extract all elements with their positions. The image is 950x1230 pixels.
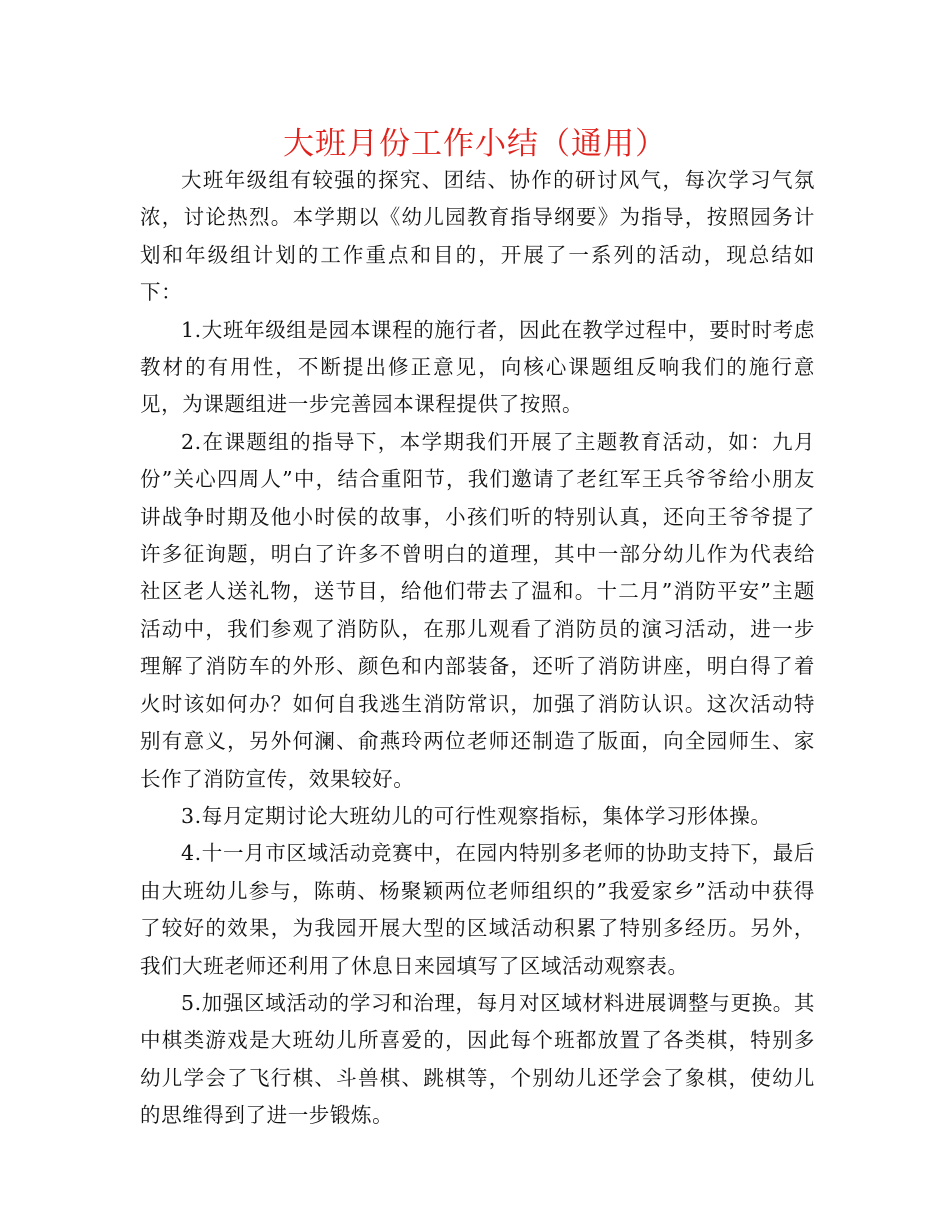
paragraph-intro: 大班年级组有较强的探究、团结、协作的研讨风气，每次学习气氛浓，讨论热烈。本学期以《幼儿园教育指导纲要》为指导，按照园务计划和年级组计划的工作重点和目的，开展了一系列的活动，现总结如下： <box>140 168 815 305</box>
paragraph-item-2: 2.在课题组的指导下，本学期我们开展了主题教育活动，如：九月份”关心四周人”中，结合重阳节，我们邀请了老红军王兵爷爷给小朋友讲战争时期及他小时侯的故事，小孩们听的特别认真，还向王爷爷提了许多征询题，明白了许多不曾明白的道理，其中一部分幼儿作为代表给社区老人送礼物，送节目，给他们带去了温和。十二月”消防平安”主题活动中，我们参观了消防队，在那儿观看了消防员的演习活动，进一步理解了消防车的外形、颜色和内部装备，还听了消防讲座，明白得了着火时该如何办？如何自我逃生消防常识，加强了消防认识。这次活动特别有意义，另外何澜、俞燕玲两位老师还制造了版面，向全园师生、家长作了消防宣传，效果较好。 <box>140 429 815 791</box>
document-title: 大班月份工作小结（通用） <box>283 126 667 162</box>
document-body <box>140 162 815 1135</box>
paragraph-item-4: 4.十一月市区域活动竞赛中，在园内特别多老师的协助支持下，最后由大班幼儿参与，陈萌、杨聚颖两位老师组织的”我爱家乡”活动中获得了较好的效果，为我园开展大型的区域活动积累了特别多经历。另外，我们大班老师还利用了休息日来园填写了区域活动观察表。 <box>140 841 815 978</box>
paragraph-item-1: 1.大班年级组是园本课程的施行者，因此在教学过程中，要时时考虑教材的有用性，不断提出修正意见，向核心课题组反响我们的施行意见，为课题组进一步完善园本课程提供了按照。 <box>140 317 815 417</box>
paragraph-item-3: 3.每月定期讨论大班幼儿的可行性观察指标，集体学习形体操。 <box>181 803 772 828</box>
paragraph-item-5: 5.加强区域活动的学习和治理，每月对区域材料进展调整与更换。其中棋类游戏是大班幼儿所喜爱的，因此每个班都放置了各类棋，特别多幼儿学会了飞行棋、斗兽棋、跳棋等，个别幼儿还学会了象棋，使幼儿的思维得到了进一步锻炼。 <box>140 990 815 1128</box>
